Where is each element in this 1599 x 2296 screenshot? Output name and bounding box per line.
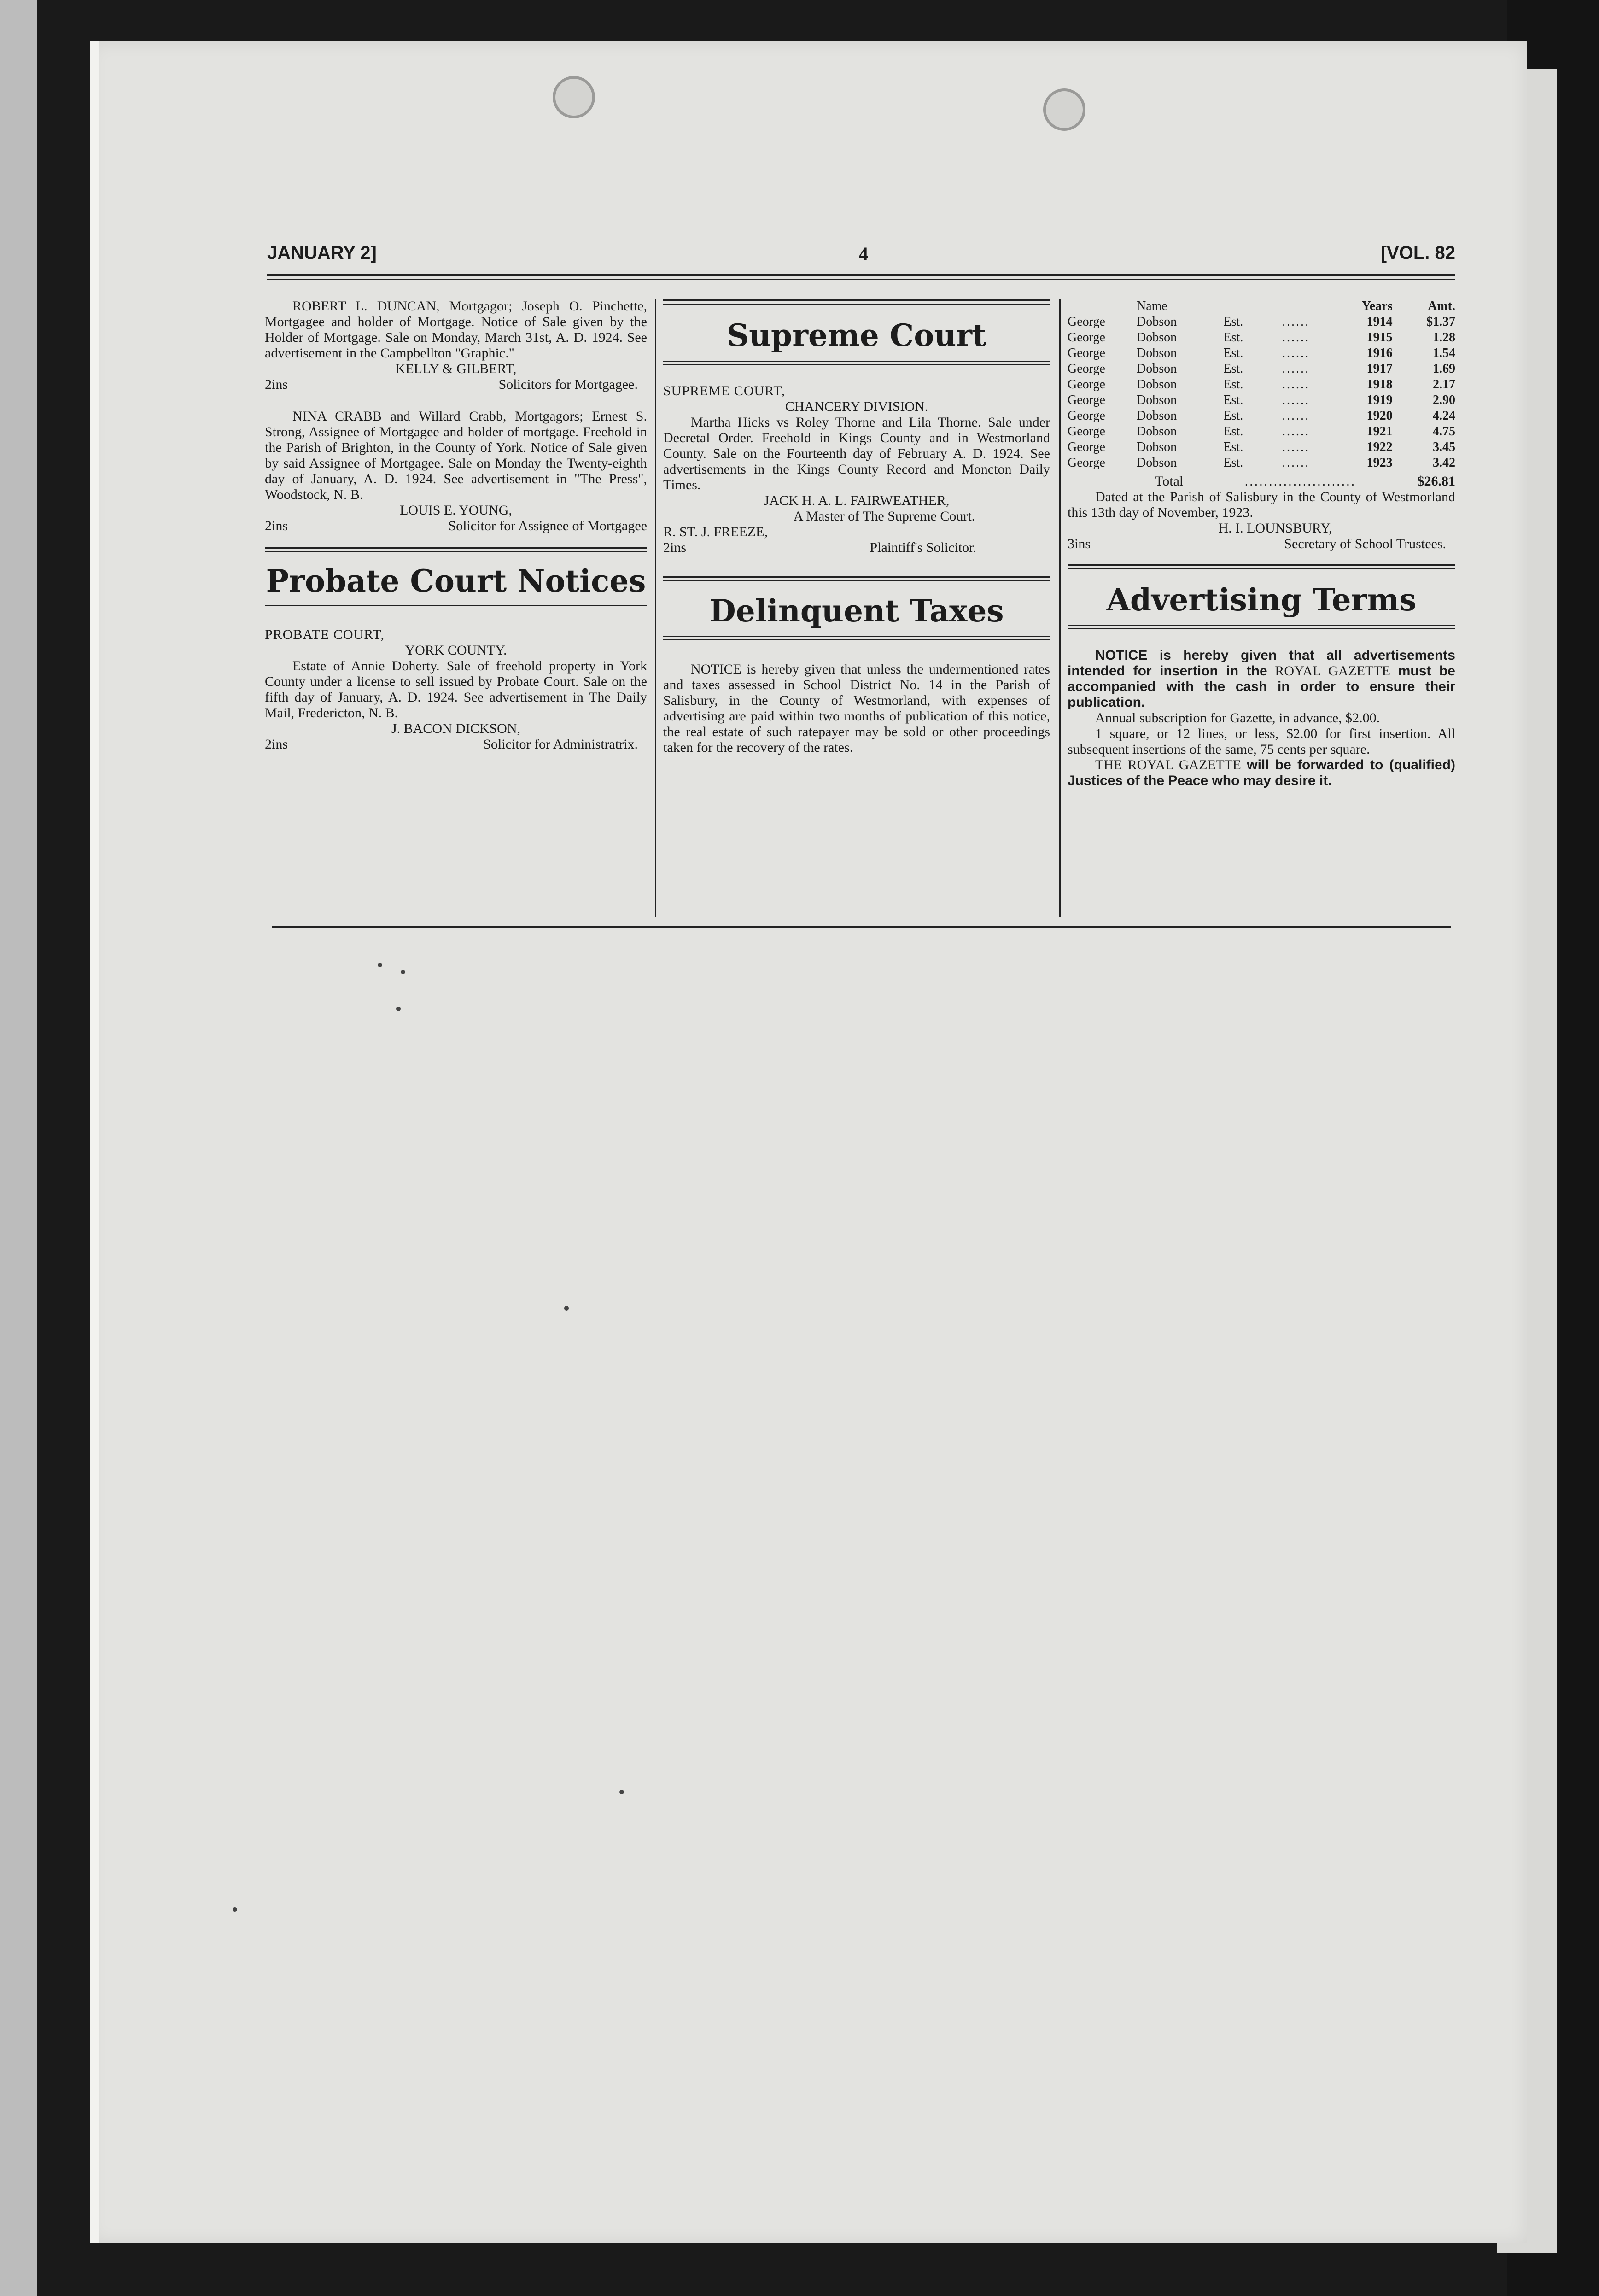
notice-duncan-signature-line [265, 377, 647, 392]
leader-dots: ...... [1282, 424, 1310, 439]
leader-dots: ...... [1282, 393, 1310, 407]
ratepayer-last-name: Dobson [1137, 440, 1177, 454]
tax-table-row [1068, 439, 1455, 455]
leader-dots: ...... [1282, 330, 1310, 345]
heading-underline-2 [663, 639, 1050, 640]
leader-dots: ...... [1282, 409, 1310, 423]
signer-role: Solicitor for Assignee of Mortgagee [448, 518, 647, 533]
tax-year: 1916 [1366, 346, 1393, 360]
column-divider-1 [655, 299, 656, 917]
advertising-notice-gazette: ROYAL GAZETTE [1275, 663, 1390, 679]
header-date: JANUARY 2] [267, 243, 377, 263]
bottom-rule-thick [272, 926, 1451, 928]
column-3 [1068, 299, 1455, 789]
notice-crabb-signer: LOUIS E. YOUNG, [400, 503, 512, 518]
heading-underline [1068, 625, 1455, 626]
ratepayer-first-name: George [1068, 440, 1105, 454]
tax-table-row [1068, 330, 1455, 346]
ratepayer-first-name: George [1068, 409, 1105, 423]
trustee-signature-line [1068, 536, 1455, 552]
dated-statement: Dated at the Parish of Salisbury in the County of Westmorland this 13th day of November, 1923. [1068, 489, 1455, 520]
probate-signature-line [265, 737, 647, 752]
leader-dots: ...... [1282, 315, 1310, 329]
signer-role: Secretary of School Trustees. [1284, 536, 1446, 551]
tax-amount: 3.45 [1433, 440, 1455, 454]
ratepayer-first-name: George [1068, 424, 1105, 439]
section-rule-thin [265, 551, 647, 552]
scan-speck [564, 1306, 569, 1311]
tax-table-row [1068, 424, 1455, 439]
amount-column-header: Amt. [1428, 299, 1455, 313]
ratepayer-first-name: George [1068, 377, 1105, 392]
ratepayer-last-name: Dobson [1137, 393, 1177, 407]
supreme-court-label: SUPREME COURT, [663, 383, 786, 398]
tax-year: 1922 [1366, 440, 1393, 454]
scan-speck [619, 1790, 624, 1794]
leader-dots: ...... [1282, 362, 1310, 376]
heading-underline-2 [663, 364, 1050, 365]
tax-amount: 1.28 [1433, 330, 1455, 345]
scan-backdrop-left [0, 0, 37, 2296]
advertising-terms-heading: Advertising Terms [1106, 582, 1417, 618]
tax-table-row [1068, 455, 1455, 471]
ratepayer-estate: Est. [1223, 440, 1243, 454]
binding-hole-right [1043, 88, 1085, 131]
tax-table-header [1068, 299, 1455, 314]
heading-underline [663, 361, 1050, 362]
header-rule-thick [267, 274, 1455, 276]
delinquent-taxes-notice: NOTICE is hereby given that unless the undermentioned rates and taxes assessed in School District No. 14 in the Parish of Salisbury, in the County of Westmorland, with expenses of advertising are paid within two months of publication of this notice, the real estate of such ratepayer may be sold or other proceedings taken for the recovery of the rates. [663, 662, 1050, 755]
scan-speck [378, 963, 382, 967]
section-rule-thick [265, 547, 647, 549]
tax-table-row [1068, 346, 1455, 361]
tax-amount: $1.37 [1426, 315, 1455, 329]
heading-underline [663, 636, 1050, 637]
binding-hole-left [553, 76, 595, 118]
scan-speck [233, 1907, 237, 1912]
ratepayer-first-name: George [1068, 346, 1105, 360]
ratepayer-first-name: George [1068, 456, 1105, 470]
ratepayer-first-name: George [1068, 315, 1105, 329]
chancery-division: CHANCERY DIVISION. [785, 399, 928, 414]
notice-duncan-signer: KELLY & GILBERT, [395, 361, 517, 376]
tax-table-row [1068, 408, 1455, 424]
total-label: Total [1155, 474, 1184, 489]
section-rule-thin [1068, 568, 1455, 569]
notice-crabb-signature-line [265, 518, 647, 534]
ratepayer-last-name: Dobson [1137, 409, 1177, 423]
tax-arrears-table [1068, 299, 1455, 471]
advertising-notice-lead: NOTICE is hereby given that all advertisements intended for insertion in the [1068, 648, 1455, 679]
column-2 [663, 299, 1050, 756]
ratepayer-last-name: Dobson [1137, 330, 1177, 345]
ratepayer-estate: Est. [1223, 377, 1243, 392]
tax-amount: 1.69 [1433, 362, 1455, 376]
square-rates: 1 square, or 12 lines, or less, $2.00 for first insertion. All subsequent insertions of the same, 75 cents per square. [1068, 726, 1455, 757]
signer-role: Solicitors for Mortgagee. [498, 377, 638, 392]
tax-year: 1920 [1366, 409, 1393, 423]
trustee-signer: H. I. LOUNSBURY, [1218, 521, 1332, 536]
probate-signer: J. BACON DICKSON, [391, 721, 521, 736]
tax-year: 1917 [1366, 362, 1393, 376]
ratepayer-first-name: George [1068, 362, 1105, 376]
tax-amount: 3.42 [1433, 456, 1455, 470]
master-name: JACK H. A. L. FAIRWEATHER, [764, 493, 950, 508]
tax-total-row [1068, 474, 1455, 489]
years-column-header: Years [1361, 299, 1393, 313]
ratepayer-last-name: Dobson [1137, 315, 1177, 329]
probate-court-label: PROBATE COURT, [265, 627, 385, 642]
tax-amount: 2.17 [1433, 377, 1455, 392]
page-header [267, 243, 1455, 270]
signer-role: Solicitor for Administratrix. [483, 737, 638, 752]
tax-year: 1918 [1366, 377, 1393, 392]
tax-year: 1915 [1366, 330, 1393, 345]
leader-dots: ...... [1282, 440, 1310, 454]
master-title: A Master of The Supreme Court. [793, 509, 975, 524]
annual-subscription: Annual subscription for Gazette, in advance, $2.00. [1095, 710, 1380, 726]
scan-speck [396, 1007, 401, 1011]
ratepayer-last-name: Dobson [1137, 424, 1177, 439]
ratepayer-estate: Est. [1223, 330, 1243, 345]
tax-amount: 1.54 [1433, 346, 1455, 360]
plaintiff-solicitor-name: R. ST. J. FREEZE, [663, 524, 768, 539]
ratepayer-last-name: Dobson [1137, 377, 1177, 392]
leader-dots: ...... [1282, 456, 1310, 470]
probate-notice-doherty: Estate of Annie Doherty. Sale of freehold property in York County under a license to sell issued by Probate Court. Sale on the fifth day of January, A. D. 1924. See advertisement in The Daily Mail, Fredericton, N. B. [265, 658, 647, 720]
heading-underline [265, 605, 647, 606]
column-divider-2 [1059, 299, 1061, 917]
section-rule-thin [663, 304, 1050, 305]
tax-year: 1921 [1366, 424, 1393, 439]
supreme-court-heading: Supreme Court [727, 317, 986, 353]
ratepayer-estate: Est. [1223, 362, 1243, 376]
tax-year: 1919 [1366, 393, 1393, 407]
ratepayer-last-name: Dobson [1137, 346, 1177, 360]
ratepayer-estate: Est. [1223, 315, 1243, 329]
tax-table-row [1068, 377, 1455, 392]
ratepayer-estate: Est. [1223, 393, 1243, 407]
total-leader-dots: ....................... [1244, 474, 1356, 489]
section-rule-thick [1068, 564, 1455, 566]
tax-amount: 4.24 [1433, 409, 1455, 423]
scan-speck [401, 970, 405, 974]
advertising-notice-rest: must be accompanied with the cash in order to ensure their publication. [1068, 663, 1455, 710]
ratepayer-estate: Est. [1223, 456, 1243, 470]
tax-table-row [1068, 392, 1455, 408]
heading-underline-2 [1068, 628, 1455, 629]
gazette-distribution-rest: will be forwarded to (qualified) Justices of the Peace who may desire it. [1068, 757, 1455, 788]
section-rule-thin [663, 580, 1050, 581]
ratepayer-last-name: Dobson [1137, 362, 1177, 376]
supreme-notice-hicks: Martha Hicks vs Roley Thorne and Lila Thorne. Sale under Decretal Order. Freehold in Kings County and in Westmorland County. Sale on the Fourteenth day of February A. D. 1924. See advertisements in the Kings County Record and Moncton Daily Times. [663, 415, 1050, 492]
tax-table-row [1068, 361, 1455, 377]
tax-amount: 4.75 [1433, 424, 1455, 439]
probate-county: YORK COUNTY. [405, 643, 507, 658]
tax-year: 1923 [1366, 456, 1393, 470]
section-rule-thick [663, 576, 1050, 578]
insertions-count: 3ins [1068, 536, 1091, 551]
insertions-count: 2ins [663, 540, 687, 555]
ratepayer-last-name: Dobson [1137, 456, 1177, 470]
signer-role: Plaintiff's Solicitor. [870, 540, 976, 555]
advertising-notice [1068, 648, 1455, 710]
total-amount: $26.81 [1417, 474, 1455, 489]
leader-dots: ...... [1282, 346, 1310, 360]
header-page-number: 4 [859, 243, 868, 264]
notice-crabb: NINA CRABB and Willard Crabb, Mortgagors; Ernest S. Strong, Assignee of Mortgagee and holder of mortgage. Freehold in the Parish of Brighton, in the County of York. Notice of Sale given by said Assignee of Mortgagee. Sale on Monday the Twenty-eighth day of January, A. D. 1924. See advertisement in "The Press", Woodstock, N. B. [265, 409, 647, 502]
tax-table-row [1068, 314, 1455, 330]
probate-court-heading: Probate Court Notices [266, 563, 646, 599]
paper-left-edge [90, 41, 99, 2243]
ratepayer-first-name: George [1068, 393, 1105, 407]
header-volume: [VOL. 82 [1380, 243, 1455, 263]
name-column-header: Name [1137, 299, 1167, 313]
insertions-count: 2ins [265, 737, 288, 752]
ratepayer-estate: Est. [1223, 409, 1243, 423]
header-rule-thin [267, 279, 1455, 280]
section-rule-thick [663, 299, 1050, 301]
ratepayer-first-name: George [1068, 330, 1105, 345]
ratepayer-estate: Est. [1223, 424, 1243, 439]
tax-amount: 2.90 [1433, 393, 1455, 407]
leader-dots: ...... [1282, 377, 1310, 392]
delinquent-taxes-heading: Delinquent Taxes [709, 593, 1004, 629]
gazette-name: THE ROYAL GAZETTE [1095, 757, 1241, 773]
tax-year: 1914 [1366, 315, 1393, 329]
supreme-signature-line [663, 540, 1050, 556]
notice-duncan: ROBERT L. DUNCAN, Mortgagor; Joseph O. Pinchette, Mortgagee and holder of Mortgage. Notice of Sale given by the Holder of Mortgage. Sale on Monday, March 31st, A. D. 1924. See advertisement in the Campbellton "Graphic." [265, 299, 647, 361]
ratepayer-estate: Est. [1223, 346, 1243, 360]
column-1 [265, 299, 647, 752]
insertions-count: 2ins [265, 518, 288, 533]
insertions-count: 2ins [265, 377, 288, 392]
gazette-distribution [1068, 757, 1455, 789]
